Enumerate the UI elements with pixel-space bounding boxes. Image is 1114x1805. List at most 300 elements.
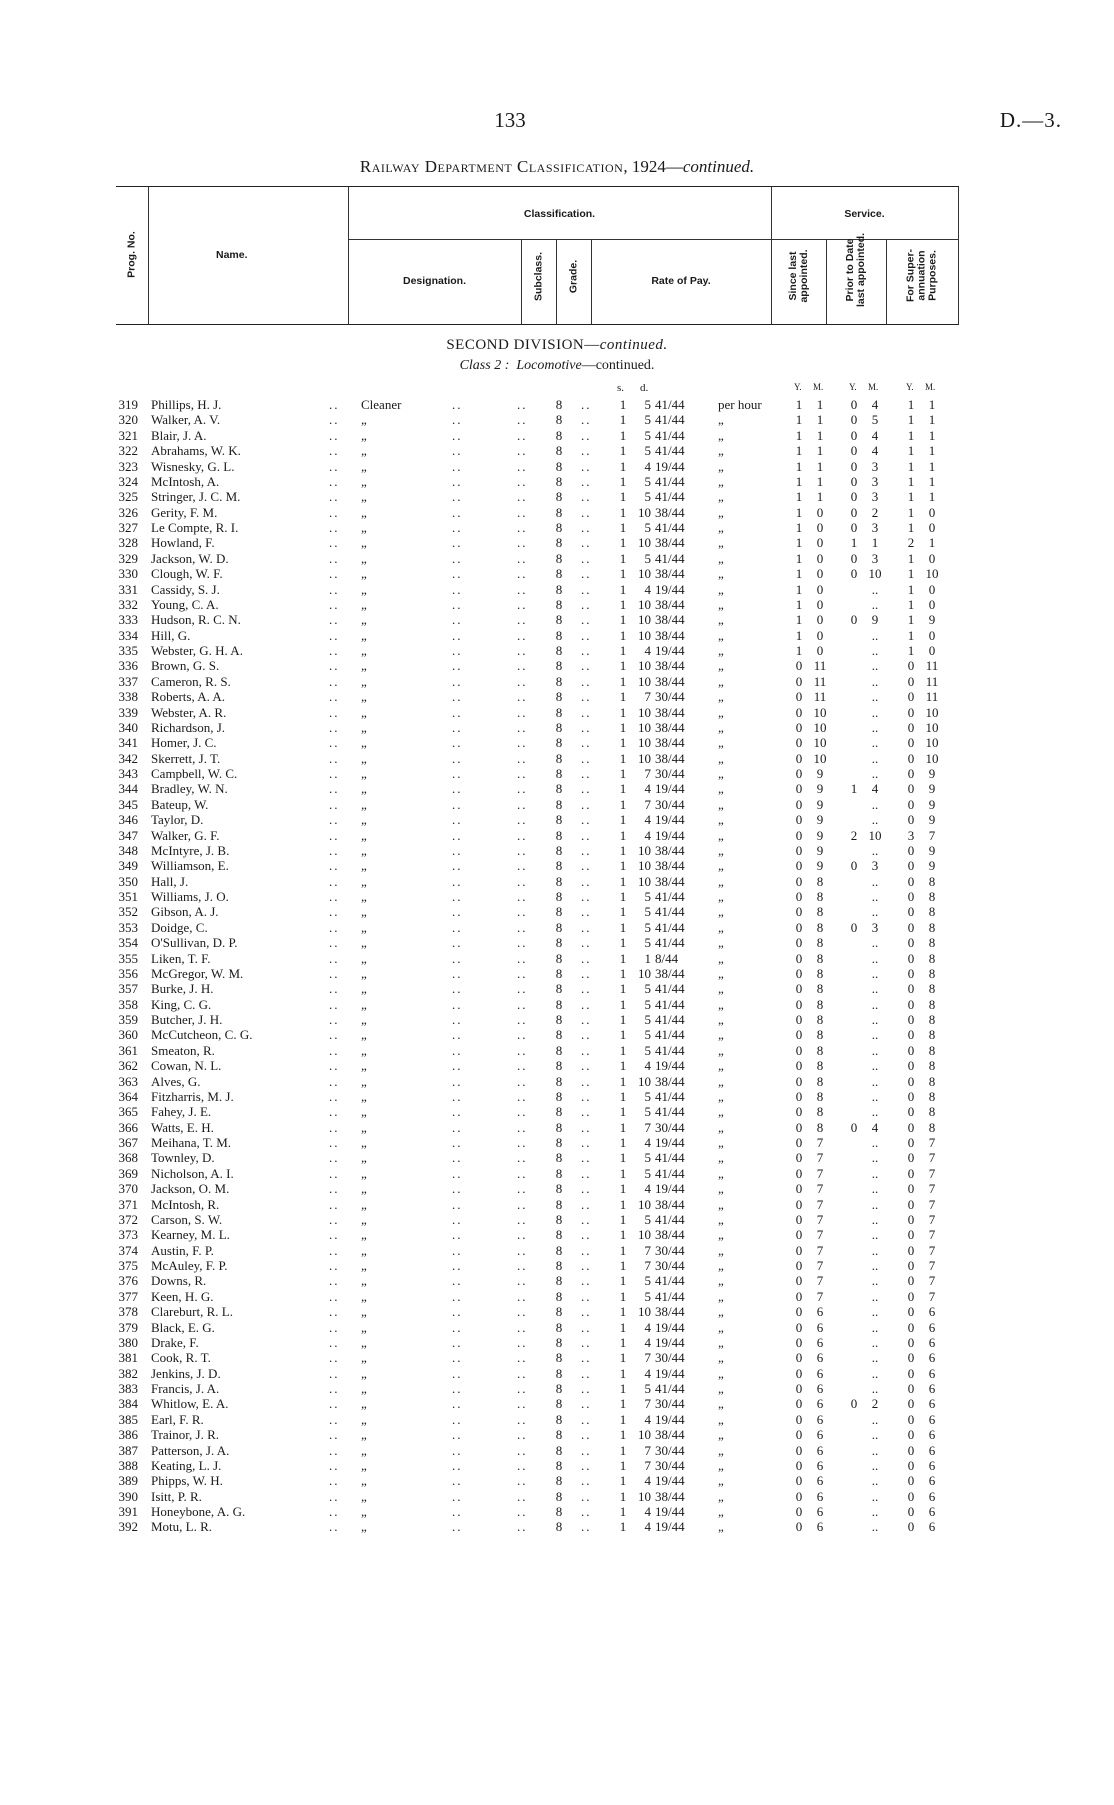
since-years: 1: [795, 520, 803, 535]
prior-months: 3: [871, 550, 879, 566]
leader-dots: ..: [329, 1457, 340, 1473]
prog-no: 379: [118, 1319, 138, 1335]
pay-shillings: 1: [619, 1150, 627, 1166]
since-months: 1: [816, 427, 824, 443]
super-years: 0: [907, 1135, 915, 1150]
pay-shillings: 1: [619, 735, 627, 751]
designation: „: [361, 1304, 367, 1320]
super-months: 7: [928, 1227, 936, 1243]
prior-months: ..: [871, 1473, 879, 1489]
pay-fraction: 38/44: [655, 1488, 685, 1504]
pay-fraction: 38/44: [655, 858, 685, 874]
prior-months: ..: [871, 889, 879, 904]
employee-name: Cook, R. T.: [151, 1350, 211, 1366]
pay-shillings: 1: [619, 443, 627, 459]
leader-dots: ..: [517, 566, 528, 582]
leader-dots: ..: [581, 1504, 592, 1519]
super-years: 0: [907, 935, 915, 951]
leader-dots: ..: [452, 1135, 463, 1150]
leader-dots: ..: [452, 1304, 463, 1320]
designation: „: [361, 643, 367, 658]
leader-dots: ..: [452, 1504, 463, 1519]
designation: Cleaner: [361, 397, 402, 412]
super-years: 0: [907, 1181, 915, 1197]
employee-name: Isitt, P. R.: [151, 1488, 202, 1504]
prior-months: ..: [871, 981, 879, 997]
since-years: 0: [795, 935, 803, 951]
designation: „: [361, 1519, 367, 1535]
leader-dots: ..: [329, 1104, 340, 1120]
leader-dots: ..: [581, 1473, 592, 1489]
pay-pence: 7: [644, 1119, 651, 1135]
designation: „: [361, 781, 367, 797]
pay-fraction: 30/44: [655, 796, 685, 812]
since-years: 1: [795, 627, 803, 643]
table-row: [0, 674, 1114, 689]
pay-shillings: 1: [619, 550, 627, 566]
leader-dots: ..: [329, 1519, 340, 1535]
pay-pence: 5: [644, 1104, 651, 1120]
since-years: 0: [795, 796, 803, 812]
leader-dots: ..: [581, 1227, 592, 1243]
employee-name: Hill, G.: [151, 627, 191, 643]
leader-dots: ..: [452, 919, 463, 935]
designation: „: [361, 1273, 367, 1289]
pay-fraction: 38/44: [655, 673, 685, 689]
leader-dots: ..: [329, 1319, 340, 1335]
class-heading: [0, 358, 1114, 374]
since-months: 8: [816, 996, 824, 1012]
designation: „: [361, 981, 367, 997]
subclass: 8: [555, 1119, 563, 1135]
pay-fraction: 38/44: [655, 750, 685, 766]
pay-period: „: [718, 873, 724, 889]
pay-fraction: 30/44: [655, 1396, 685, 1412]
super-months: 6: [928, 1504, 936, 1519]
prior-months: 4: [871, 1119, 879, 1135]
since-years: 0: [795, 1319, 803, 1335]
super-months: 8: [928, 935, 936, 951]
designation: „: [361, 1027, 367, 1043]
pay-period: „: [718, 1304, 724, 1320]
subclass: 8: [555, 612, 563, 628]
prior-months: 9: [871, 612, 879, 628]
since-years: 0: [795, 1104, 803, 1120]
unit-labels: [0, 382, 1114, 396]
since-months: 8: [816, 1012, 824, 1027]
pay-shillings: 1: [619, 643, 627, 658]
since-months: 8: [816, 873, 824, 889]
pay-period: „: [718, 796, 724, 812]
since-years: 0: [795, 1165, 803, 1181]
header-rate-of-pay: Rate of Pay.: [651, 275, 711, 287]
prior-months: 3: [871, 520, 879, 535]
pay-pence: 10: [638, 1304, 651, 1320]
table-header: [116, 186, 959, 325]
prog-no: 350: [118, 873, 138, 889]
pay-pence: 10: [638, 504, 651, 520]
subclass: 8: [555, 1504, 563, 1519]
unit-months-3: M.: [925, 382, 936, 392]
table-row: [0, 828, 1114, 843]
since-months: 0: [816, 566, 824, 582]
super-months: 1: [928, 535, 936, 551]
employee-name: Drake, F.: [151, 1334, 199, 1350]
prior-months: 4: [871, 427, 879, 443]
since-years: 0: [795, 1442, 803, 1458]
pay-fraction: 38/44: [655, 596, 685, 612]
employee-name: Patterson, J. A.: [151, 1442, 230, 1458]
employee-name: Keating, L. J.: [151, 1457, 222, 1473]
prog-no: 357: [118, 981, 138, 997]
pay-pence: 4: [644, 1319, 651, 1335]
super-years: 1: [907, 427, 915, 443]
designation: „: [361, 1488, 367, 1504]
since-years: 0: [795, 1073, 803, 1089]
leader-dots: ..: [517, 1227, 528, 1243]
pay-pence: 7: [644, 1242, 651, 1258]
prior-years: 0: [850, 489, 858, 505]
leader-dots: ..: [581, 1288, 592, 1304]
prog-no: 338: [118, 689, 138, 705]
pay-fraction: 41/44: [655, 1211, 685, 1227]
employee-name: Cowan, N. L.: [151, 1058, 222, 1074]
prior-months: ..: [871, 1196, 879, 1212]
pay-fraction: 38/44: [655, 1073, 685, 1089]
pay-fraction: 38/44: [655, 1427, 685, 1443]
subclass: 8: [555, 458, 563, 474]
leader-dots: ..: [329, 1027, 340, 1043]
leader-dots: ..: [452, 1288, 463, 1304]
leader-dots: ..: [581, 750, 592, 766]
leader-dots: ..: [517, 842, 528, 858]
subclass: 8: [555, 1334, 563, 1350]
pay-pence: 4: [644, 1473, 651, 1489]
pay-shillings: 1: [619, 1165, 627, 1181]
pay-fraction: 30/44: [655, 1442, 685, 1458]
since-years: 0: [795, 981, 803, 997]
table-row: [0, 951, 1114, 966]
leader-dots: ..: [452, 427, 463, 443]
pay-pence: 10: [638, 735, 651, 751]
super-years: 0: [907, 1150, 915, 1166]
pay-fraction: 41/44: [655, 1104, 685, 1120]
pay-period: „: [718, 1473, 724, 1489]
leader-dots: ..: [452, 827, 463, 843]
prog-no: 326: [118, 504, 138, 520]
employee-name: Young, C. A.: [151, 596, 219, 612]
pay-fraction: 41/44: [655, 550, 685, 566]
pay-pence: 10: [638, 658, 651, 674]
super-years: 0: [907, 1288, 915, 1304]
pay-pence: 10: [638, 704, 651, 720]
since-months: 8: [816, 1119, 824, 1135]
employee-name: Honeybone, A. G.: [151, 1504, 246, 1519]
since-months: 11: [813, 658, 827, 674]
table-row: [0, 843, 1114, 858]
employee-name: Phipps, W. H.: [151, 1473, 223, 1489]
leader-dots: ..: [329, 750, 340, 766]
super-months: 10: [925, 750, 939, 766]
super-years: 0: [907, 1042, 915, 1058]
table-row: [0, 1396, 1114, 1411]
table-row: [0, 1258, 1114, 1273]
pay-pence: 5: [644, 489, 651, 505]
leader-dots: ..: [517, 427, 528, 443]
designation: „: [361, 689, 367, 705]
leader-dots: ..: [581, 812, 592, 828]
since-years: 1: [795, 596, 803, 612]
unit-months-1: M.: [813, 382, 824, 392]
leader-dots: ..: [329, 1381, 340, 1396]
designation: „: [361, 458, 367, 474]
leader-dots: ..: [581, 627, 592, 643]
pay-period: „: [718, 1288, 724, 1304]
header-prior-to-date: Prior to Date last appointed.: [844, 232, 867, 308]
division-continued: continued.: [599, 337, 668, 353]
super-months: 6: [928, 1457, 936, 1473]
leader-dots: ..: [581, 1334, 592, 1350]
leader-dots: ..: [329, 1073, 340, 1089]
pay-period: „: [718, 735, 724, 751]
leader-dots: ..: [452, 535, 463, 551]
leader-dots: ..: [329, 1504, 340, 1519]
designation: „: [361, 627, 367, 643]
super-years: 0: [907, 1396, 915, 1412]
leader-dots: ..: [517, 1304, 528, 1320]
since-years: 1: [795, 504, 803, 520]
leader-dots: ..: [329, 397, 340, 412]
pay-fraction: 19/44: [655, 1473, 685, 1489]
super-years: 0: [907, 1457, 915, 1473]
prior-months: ..: [871, 1442, 879, 1458]
prog-no: 332: [118, 596, 138, 612]
super-months: 7: [928, 827, 936, 843]
leader-dots: ..: [329, 1258, 340, 1273]
pay-pence: 4: [644, 1411, 651, 1427]
super-months: 9: [928, 612, 936, 628]
since-months: 1: [816, 412, 824, 428]
pay-fraction: 19/44: [655, 1411, 685, 1427]
super-months: 10: [925, 719, 939, 735]
since-months: 0: [816, 627, 824, 643]
since-months: 8: [816, 981, 824, 997]
super-months: 6: [928, 1473, 936, 1489]
table-row: [0, 1012, 1114, 1027]
leader-dots: ..: [329, 1242, 340, 1258]
designation: „: [361, 658, 367, 674]
prog-no: 355: [118, 950, 138, 966]
prior-months: 10: [868, 566, 882, 582]
table-row: [0, 1489, 1114, 1504]
leader-dots: ..: [517, 1181, 528, 1197]
prog-no: 370: [118, 1181, 138, 1197]
designation: „: [361, 566, 367, 582]
prior-months: ..: [871, 1073, 879, 1089]
pay-period: „: [718, 1088, 724, 1104]
header-name: Name.: [216, 249, 248, 261]
pay-pence: 10: [638, 965, 651, 981]
table-row: [0, 735, 1114, 750]
designation: „: [361, 1473, 367, 1489]
super-months: 6: [928, 1427, 936, 1443]
pay-pence: 1: [644, 950, 651, 966]
pay-period: „: [718, 581, 724, 597]
designation: „: [361, 965, 367, 981]
leader-dots: ..: [581, 1135, 592, 1150]
pay-fraction: 41/44: [655, 443, 685, 459]
leader-dots: ..: [517, 643, 528, 658]
pay-period: „: [718, 750, 724, 766]
subclass: 8: [555, 1365, 563, 1381]
designation: „: [361, 1350, 367, 1366]
designation: „: [361, 719, 367, 735]
pay-shillings: 1: [619, 1488, 627, 1504]
table-row: [0, 551, 1114, 566]
super-years: 0: [907, 1411, 915, 1427]
pay-fraction: 19/44: [655, 1058, 685, 1074]
leader-dots: ..: [581, 1027, 592, 1043]
employee-name: Townley, D.: [151, 1150, 215, 1166]
pay-shillings: 1: [619, 658, 627, 674]
prior-months: ..: [871, 904, 879, 920]
leader-dots: ..: [581, 566, 592, 582]
leader-dots: ..: [329, 1396, 340, 1412]
leader-dots: ..: [452, 1165, 463, 1181]
pay-pence: 10: [638, 1073, 651, 1089]
pay-fraction: 38/44: [655, 1227, 685, 1243]
prior-months: ..: [871, 1150, 879, 1166]
super-months: 6: [928, 1519, 936, 1535]
leader-dots: ..: [581, 981, 592, 997]
super-years: 1: [907, 566, 915, 582]
leader-dots: ..: [452, 1012, 463, 1027]
since-months: 6: [816, 1457, 824, 1473]
pay-shillings: 1: [619, 935, 627, 951]
table-row: [0, 1381, 1114, 1396]
super-months: 8: [928, 873, 936, 889]
pay-pence: 4: [644, 1519, 651, 1535]
since-months: 8: [816, 904, 824, 920]
table-row: [0, 889, 1114, 904]
pay-period: „: [718, 1104, 724, 1120]
designation: „: [361, 996, 367, 1012]
leader-dots: ..: [452, 673, 463, 689]
pay-period: „: [718, 1058, 724, 1074]
leader-dots: ..: [452, 1242, 463, 1258]
pay-shillings: 1: [619, 1304, 627, 1320]
header-divider: [958, 187, 959, 324]
pay-period: „: [718, 1042, 724, 1058]
table-row: [0, 1089, 1114, 1104]
since-years: 0: [795, 1196, 803, 1212]
super-months: 1: [928, 489, 936, 505]
pay-period: „: [718, 1165, 724, 1181]
leader-dots: ..: [452, 1381, 463, 1396]
table-row: [0, 1519, 1114, 1534]
table-row: [0, 874, 1114, 889]
prog-no: 346: [118, 812, 138, 828]
since-years: 0: [795, 812, 803, 828]
leader-dots: ..: [329, 1473, 340, 1489]
since-years: 0: [795, 1411, 803, 1427]
super-years: 0: [907, 873, 915, 889]
employee-name: Keen, H. G.: [151, 1288, 214, 1304]
table-row: [0, 535, 1114, 550]
pay-shillings: 1: [619, 612, 627, 628]
designation: „: [361, 535, 367, 551]
pay-fraction: 41/44: [655, 1165, 685, 1181]
pay-fraction: 38/44: [655, 965, 685, 981]
prog-no: 374: [118, 1242, 138, 1258]
since-months: 0: [816, 520, 824, 535]
prior-years: 0: [850, 612, 858, 628]
prog-no: 328: [118, 535, 138, 551]
prog-no: 334: [118, 627, 138, 643]
employee-name: Webster, A. R.: [151, 704, 227, 720]
prior-months: ..: [871, 627, 879, 643]
leader-dots: ..: [581, 996, 592, 1012]
prior-months: ..: [871, 1319, 879, 1335]
table-row: [0, 1212, 1114, 1227]
pay-pence: 10: [638, 750, 651, 766]
super-years: 0: [907, 1350, 915, 1366]
designation: „: [361, 504, 367, 520]
super-years: 0: [907, 1211, 915, 1227]
prior-months: 3: [871, 473, 879, 489]
employee-name: Smeaton, R.: [151, 1042, 215, 1058]
since-years: 1: [795, 458, 803, 474]
pay-pence: 5: [644, 520, 651, 535]
pay-period: „: [718, 458, 724, 474]
leader-dots: ..: [329, 1227, 340, 1243]
pay-pence: 4: [644, 1365, 651, 1381]
pay-fraction: 38/44: [655, 612, 685, 628]
prog-no: 387: [118, 1442, 138, 1458]
prior-months: ..: [871, 1027, 879, 1043]
pay-fraction: 19/44: [655, 1504, 685, 1519]
pay-period: „: [718, 627, 724, 643]
leader-dots: ..: [517, 1027, 528, 1043]
header-superannuation: For Super-annuation Purposes.: [904, 248, 939, 303]
super-years: 0: [907, 719, 915, 735]
leader-dots: ..: [329, 1365, 340, 1381]
since-years: 0: [795, 1227, 803, 1243]
leader-dots: ..: [581, 520, 592, 535]
designation: „: [361, 581, 367, 597]
designation: „: [361, 766, 367, 781]
employee-name: Liken, T. F.: [151, 950, 211, 966]
prog-no: 359: [118, 1012, 138, 1027]
pay-period: „: [718, 689, 724, 705]
leader-dots: ..: [329, 796, 340, 812]
since-years: 0: [795, 719, 803, 735]
super-years: 0: [907, 1304, 915, 1320]
pay-fraction: 38/44: [655, 504, 685, 520]
prior-months: ..: [871, 1334, 879, 1350]
since-years: 0: [795, 766, 803, 781]
since-years: 1: [795, 412, 803, 428]
since-years: 0: [795, 1457, 803, 1473]
super-months: 1: [928, 397, 936, 412]
header-prog-no: Prog. No.: [125, 231, 138, 278]
pay-pence: 7: [644, 1457, 651, 1473]
since-years: 0: [795, 1258, 803, 1273]
pay-period: „: [718, 889, 724, 904]
super-years: 1: [907, 643, 915, 658]
pay-fraction: 41/44: [655, 981, 685, 997]
pay-fraction: 8/44: [655, 950, 679, 966]
